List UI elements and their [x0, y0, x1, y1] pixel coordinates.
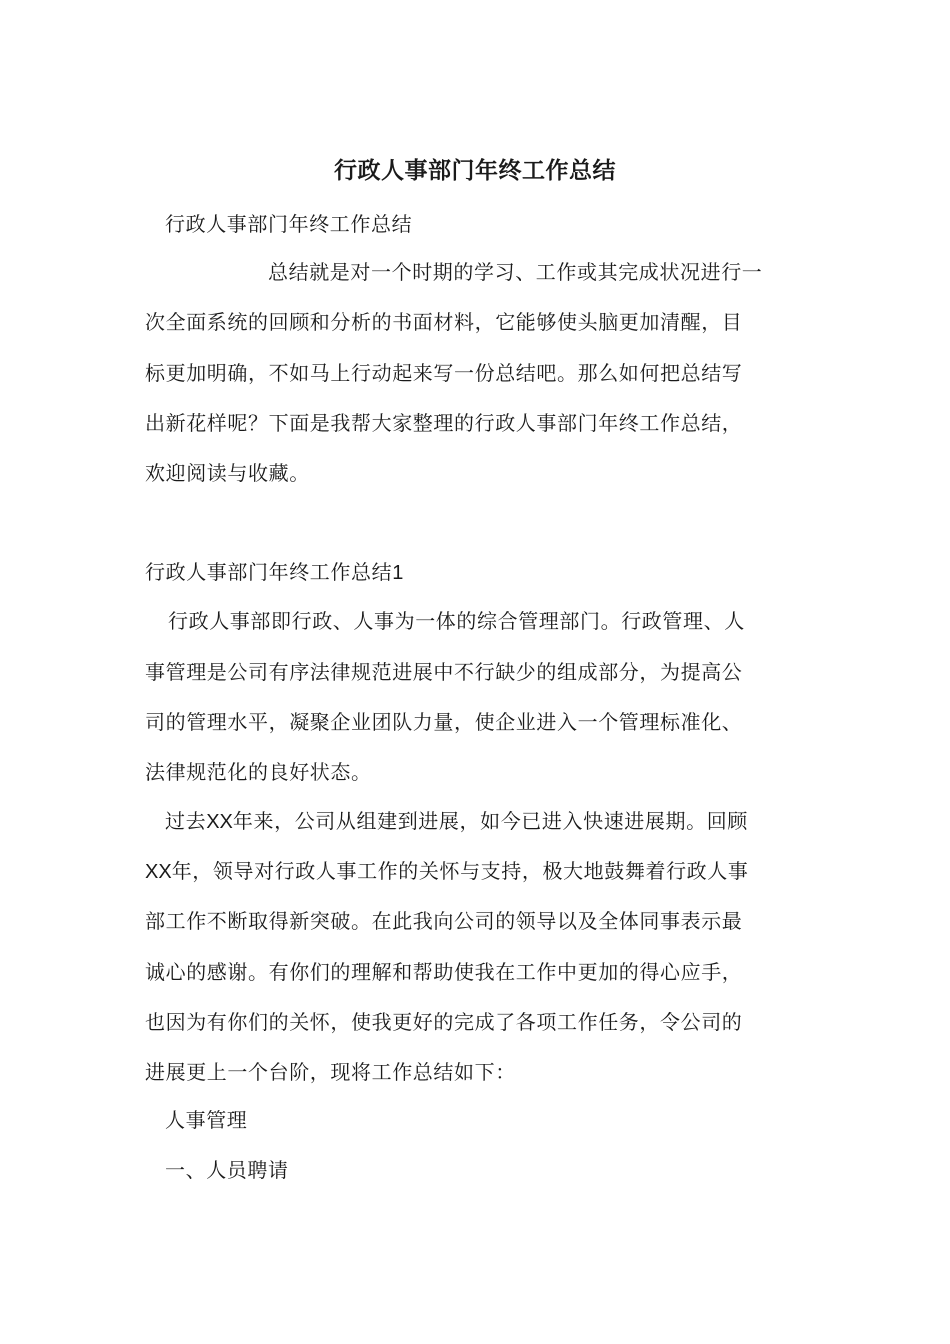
para2-line-2-xx: XX — [145, 861, 172, 883]
para2-line-1-xx: XX — [206, 811, 233, 833]
intro-line-2: 次全面系统的回顾和分析的书面材料，它能够使头脑更加清醒，目 — [145, 310, 743, 334]
heading-hr: 人事管理 — [165, 1108, 248, 1132]
heading-recruit: 一、人员聘请 — [165, 1158, 289, 1182]
document-title: 行政人事部门年终工作总结 — [334, 157, 616, 184]
para1-line-3: 司的管理水平，凝聚企业团队力量，使企业进入一个管理标准化、 — [145, 710, 743, 734]
intro-line-1: 总结就是对一个时期的学习、工作或其完成状况进行一 — [268, 260, 763, 284]
para1-line-4: 法律规范化的良好状态。 — [145, 760, 372, 784]
intro-line-5: 欢迎阅读与收藏。 — [145, 461, 310, 485]
section-heading-number: 1 — [392, 562, 404, 584]
document-subtitle: 行政人事部门年终工作总结 — [165, 212, 413, 236]
para2-line-4: 诚心的感谢。有你们的理解和帮助使我在工作中更加的得心应手， — [145, 960, 743, 984]
para1-line-1: 行政人事部即行政、人事为一体的综合管理部门。行政管理、人 — [168, 609, 745, 633]
para2-line-2 — [145, 855, 810, 888]
section-heading-text: 行政人事部门年终工作总结 — [145, 560, 393, 584]
para2-line-6: 进展更上一个台阶，现将工作总结如下： — [145, 1060, 516, 1084]
section-heading — [145, 556, 810, 589]
para2-line-2-post: 年，领导对行政人事工作的关怀与支持，极大地鼓舞着行政人事 — [171, 859, 749, 883]
para1-line-2: 事管理是公司有序法律规范进展中不行缺少的组成部分，为提高公 — [145, 660, 743, 684]
para2-line-5: 也因为有你们的关怀，使我更好的完成了各项工作任务，令公司的 — [145, 1010, 743, 1034]
intro-line-3: 标更加明确，不如马上行动起来写一份总结吧。那么如何把总结写 — [145, 361, 743, 385]
para2-line-1-post: 年来，公司从组建到进展，如今已进入快速进展期。回顾 — [232, 809, 748, 833]
intro-line-4: 出新花样呢？下面是我帮大家整理的行政人事部门年终工作总结， — [145, 411, 743, 435]
para2-line-1 — [165, 805, 810, 838]
para2-line-3: 部工作不断取得新突破。在此我向公司的领导以及全体同事表示最 — [145, 909, 743, 933]
para2-line-1-pre: 过去 — [165, 809, 207, 833]
